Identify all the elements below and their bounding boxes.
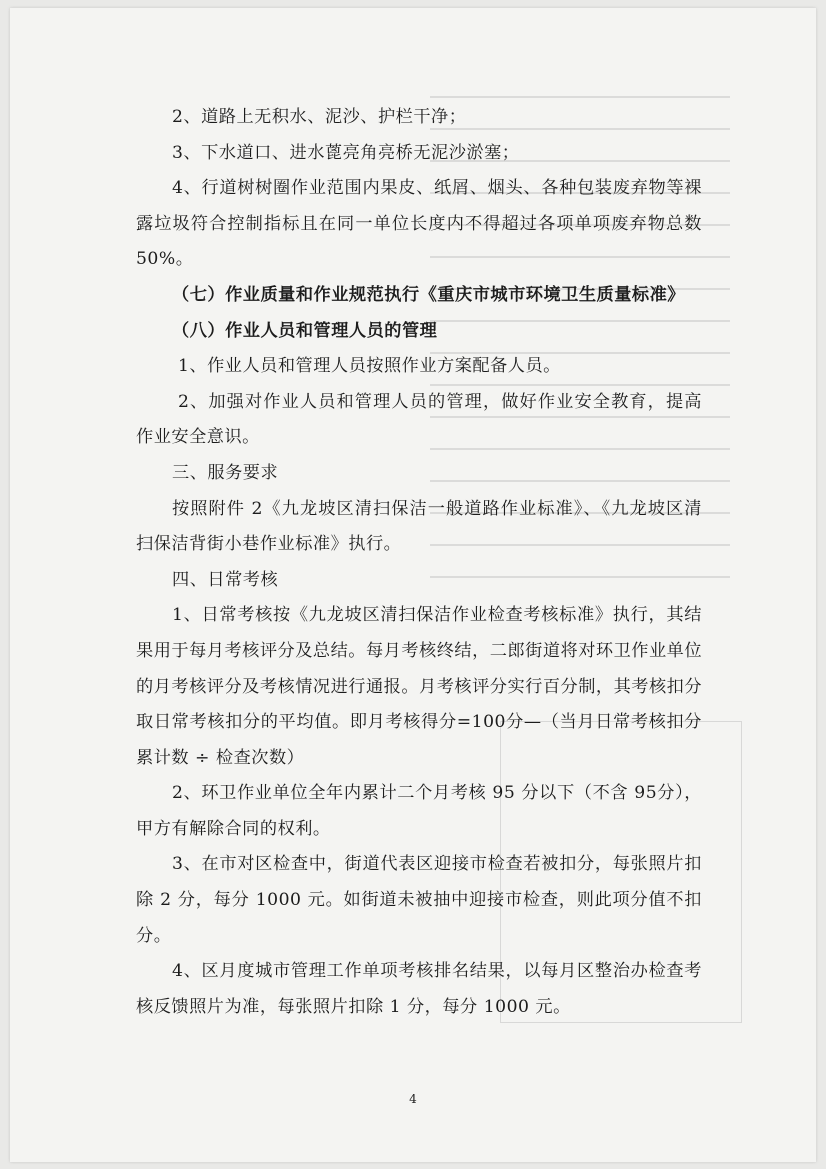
paragraph-road-clean: 2、道路上无积水、泥沙、护栏干净； — [172, 107, 467, 127]
section-heading-7: （七）作业质量和作业规范执行《重庆市城市环境卫生质量标准》 — [172, 284, 685, 305]
paragraph-safety-education: 2、加强对作业人员和管理人员的管理，做好作业安全教育，提高作业安全意识。 — [136, 391, 702, 448]
document-body — [136, 100, 702, 1025]
paragraph-staffing: 1、作业人员和管理人员按照作业方案配备人员。 — [178, 356, 561, 377]
paragraph-daily-assessment: 1、日常考核按《九龙坡区清扫保洁作业检查考核标准》执行，其结果用于每月考核评分及总结。每月考核终结，二郎街道将对环卫作业单位的月考核评分及考核情况进行通报。月考核评分实行百分制，其考核扣分取日常考核扣分的平均值。即月考核得分=100分—（当月日常考核扣分累计数 ÷ 检查次数） — [136, 605, 703, 768]
paragraph-service-standard: 按照附件 2《九龙坡区清扫保洁一般道路作业标准》、《九龙坡区清扫保洁背街小巷作业标准》执行。 — [136, 498, 702, 555]
paragraph-contract-termination: 2、环卫作业单位全年内累计二个月考核 95 分以下（不含 95分），甲方有解除合同的权利。 — [136, 783, 702, 839]
page-number: 4 — [409, 1092, 417, 1106]
section-heading-8: （八）作业人员和管理人员的管理 — [172, 320, 438, 341]
section-heading-assessment: 四、日常考核 — [172, 569, 279, 590]
paragraph-drain-clean: 3、下水道口、进水蓖亮角亮桥无泥沙淤塞； — [172, 142, 520, 163]
section-heading-service: 三、服务要求 — [172, 462, 279, 483]
paragraph-city-inspection: 3、在市对区检查中，街道代表区迎接市检查若被扣分，每张照片扣除 2 分，每分 1000 元。如街道未被抽中迎接市检查，则此项分值不扣分。 — [136, 854, 702, 946]
paragraph-tree-pit-litter: 4、行道树树圈作业范围内果皮、纸屑、烟头、各种包装废弃物等裸露垃圾符合控制指标且在同一单位长度内不得超过各项单项废弃物总数 50%。 — [136, 178, 702, 270]
paragraph-monthly-ranking: 4、区月度城市管理工作单项考核排名结果，以每月区整治办检查考核反馈照片为准，每张照片扣除 1 分，每分 1000 元。 — [136, 961, 702, 1017]
